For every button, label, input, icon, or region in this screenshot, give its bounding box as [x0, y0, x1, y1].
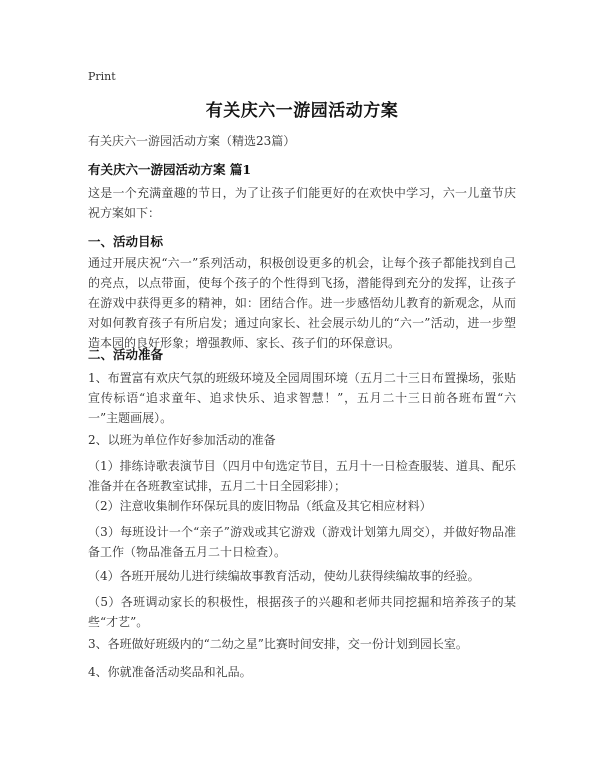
page-title: 有关庆六一游园活动方案: [205, 101, 399, 121]
prep-item-2-3: （3）每班设计一个“亲子”游戏或其它游戏（游戏计划第九周交），并做好物品准备工作（物品准备五月二十日检查）。: [88, 525, 516, 559]
prep-item-2: 2、以班为单位作好参加活动的准备: [88, 433, 276, 447]
section-heading-goals: 一、活动目标: [88, 234, 164, 249]
prep-item-4: 4、你就准备活动奖品和礼品。: [88, 665, 252, 679]
prep-item-2-2: （2）注意收集制作环保玩具的废旧物品（纸盒及其它相应材料）: [88, 499, 432, 513]
prep-item-1: 1、布置富有欢庆气氛的班级环境及全园周围环境（五月二十三日布置操场，张贴宣传标语“追求童年、追求快乐、追求智慧！”，五月二十三日前各班布置“六一”主题画展）。: [88, 371, 516, 425]
goals-paragraph: 通过开展庆祝“六一”系列活动，积极创设更多的机会，让每个孩子都能找到自己的亮点，以点带面，使每个孩子的个性得到飞扬，潜能得到充分的发挥，让孩子在游戏中获得更多的精神，如：团结合作。进一步感悟幼儿教育的新观念，从而对如何教育孩子有所启发；通过向家长、社会展示幼儿的“六一”活动，进一步塑造本园的良好形象；增强教师、家长、孩子们的环保意识。: [88, 256, 516, 350]
prep-item-2-1: （1）排练诗歌表演节目（四月中旬选定节目，五月十一日检查服装、道具、配乐准备并在各班教室试排，五月二十日全园彩排）；: [88, 459, 516, 493]
document-subtitle: 有关庆六一游园活动方案（精选23篇）: [88, 134, 296, 148]
prep-item-2-5: （5）各班调动家长的积极性，根据孩子的兴趣和老师共同挖掘和培养孩子的某些“才艺”。: [88, 595, 516, 629]
article-heading: 有关庆六一游园活动方案 篇1: [88, 162, 252, 177]
prep-item-2-4: （4）各班开展幼儿进行续编故事教育活动，使幼儿获得续编故事的经验。: [88, 569, 480, 583]
prep-item-3: 3、各班做好班级内的“二幼之星”比赛时间安排，交一份计划到园长室。: [88, 637, 468, 651]
section-heading-preparation: 二、活动准备: [88, 347, 164, 362]
intro-paragraph: 这是一个充满童趣的节日，为了让孩子们能更好的在欢快中学习，六一儿童节庆祝方案如下：: [88, 186, 516, 220]
print-link[interactable]: Print: [88, 70, 116, 83]
